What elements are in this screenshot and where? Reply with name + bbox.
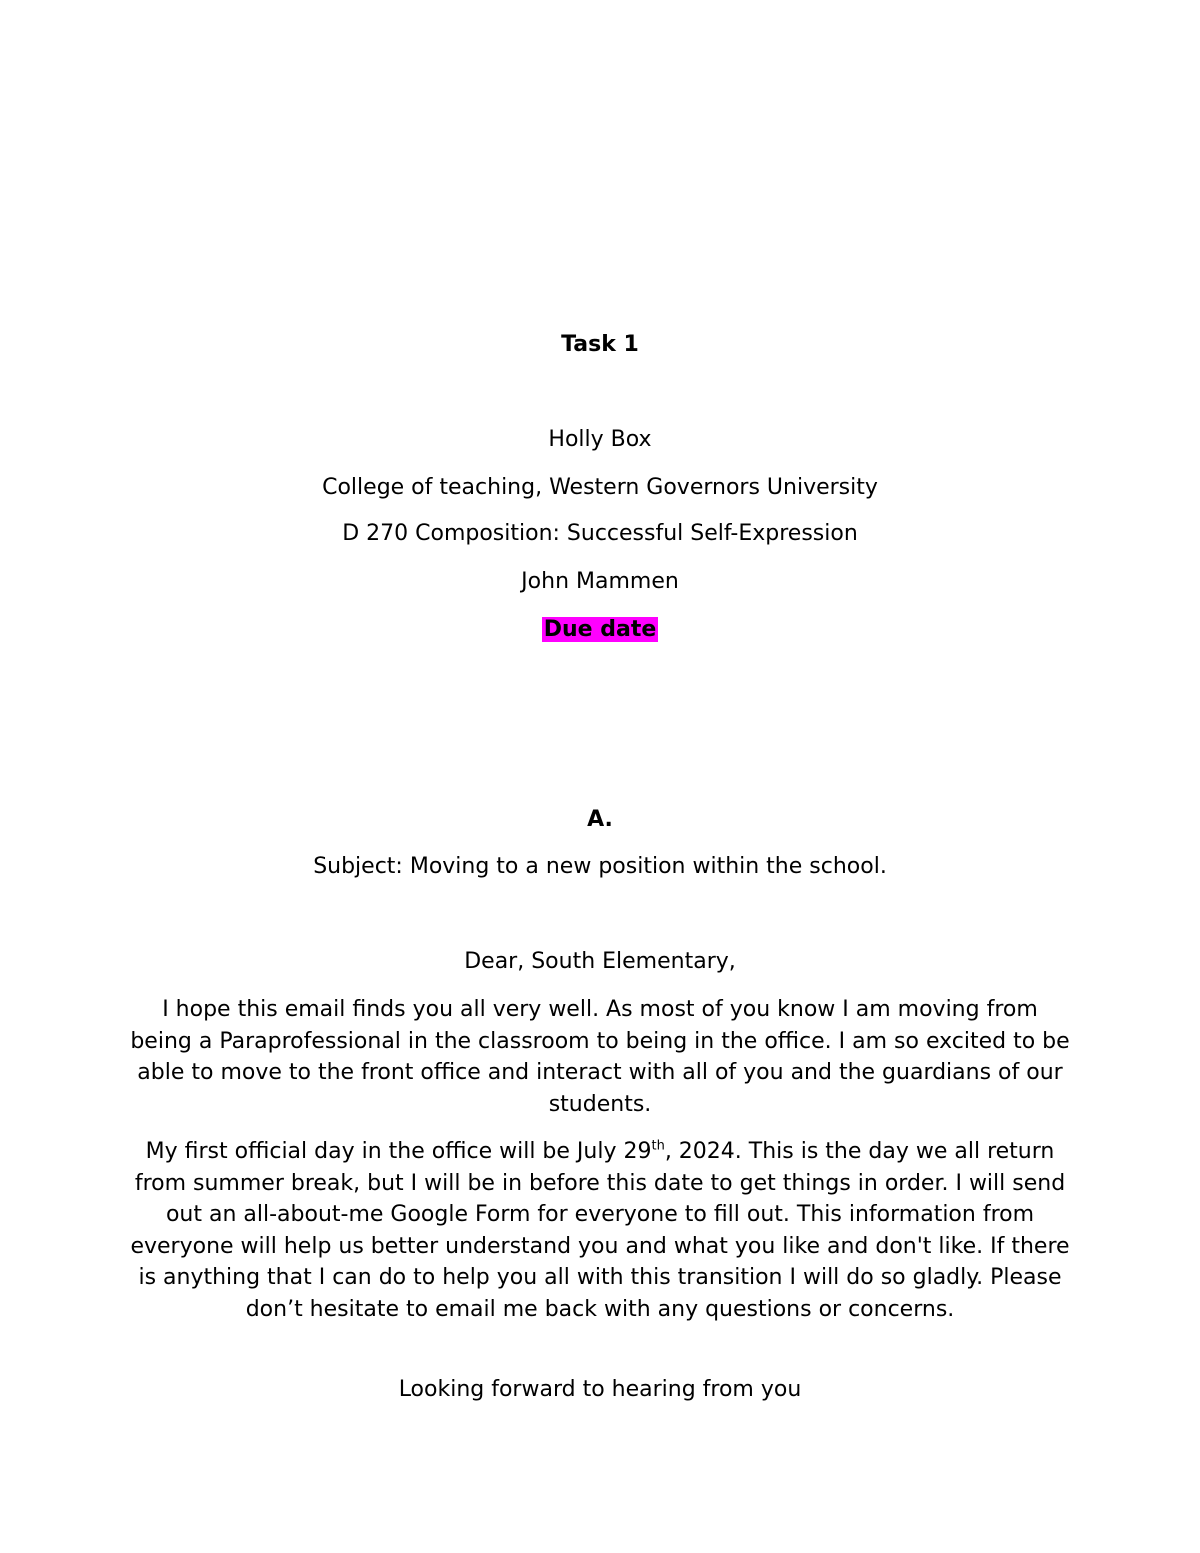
email-paragraph-2: [130, 1136, 1070, 1326]
paragraph-2-start: My first official day in the office will be July 29: [145, 1139, 652, 1164]
section-heading: A.: [587, 807, 613, 832]
email-subject: Subject: Moving to a new position within the school.: [313, 854, 887, 879]
ordinal-suffix: th: [651, 1138, 665, 1154]
due-date-line: [0, 614, 1200, 646]
college-name: College of teaching, Western Governors University: [322, 475, 878, 500]
email-closing: Looking forward to hearing from you: [398, 1377, 802, 1402]
course-name: D 270 Composition: Successful Self-Expression: [342, 521, 858, 546]
task-title: Task 1: [561, 332, 639, 357]
author-name: Holly Box: [548, 427, 652, 452]
instructor-name: John Mammen: [521, 569, 679, 594]
due-date-highlight: Due date: [543, 617, 657, 642]
email-greeting: Dear, South Elementary,: [464, 949, 736, 974]
paragraph-2-end: , 2024. This is the day we all return from summer break, but I will be in before this date to get things in order. I will send out an all-about-me Google Form for everyone to fill out. This information from everyone will help us better understand you and what you like and don't like. If there is anything that I can do to help you all with this transition I will do so gladly. Please don’t hesitate to email me back with any questions or concerns.: [130, 1139, 1070, 1322]
email-paragraph-1: I hope this email finds you all very well. As most of you know I am moving from being a Paraprofessional in the classroom to being in the office. I am so excited to be able to move to the front office and interact with all of you and the guardians of our students.: [130, 997, 1070, 1117]
